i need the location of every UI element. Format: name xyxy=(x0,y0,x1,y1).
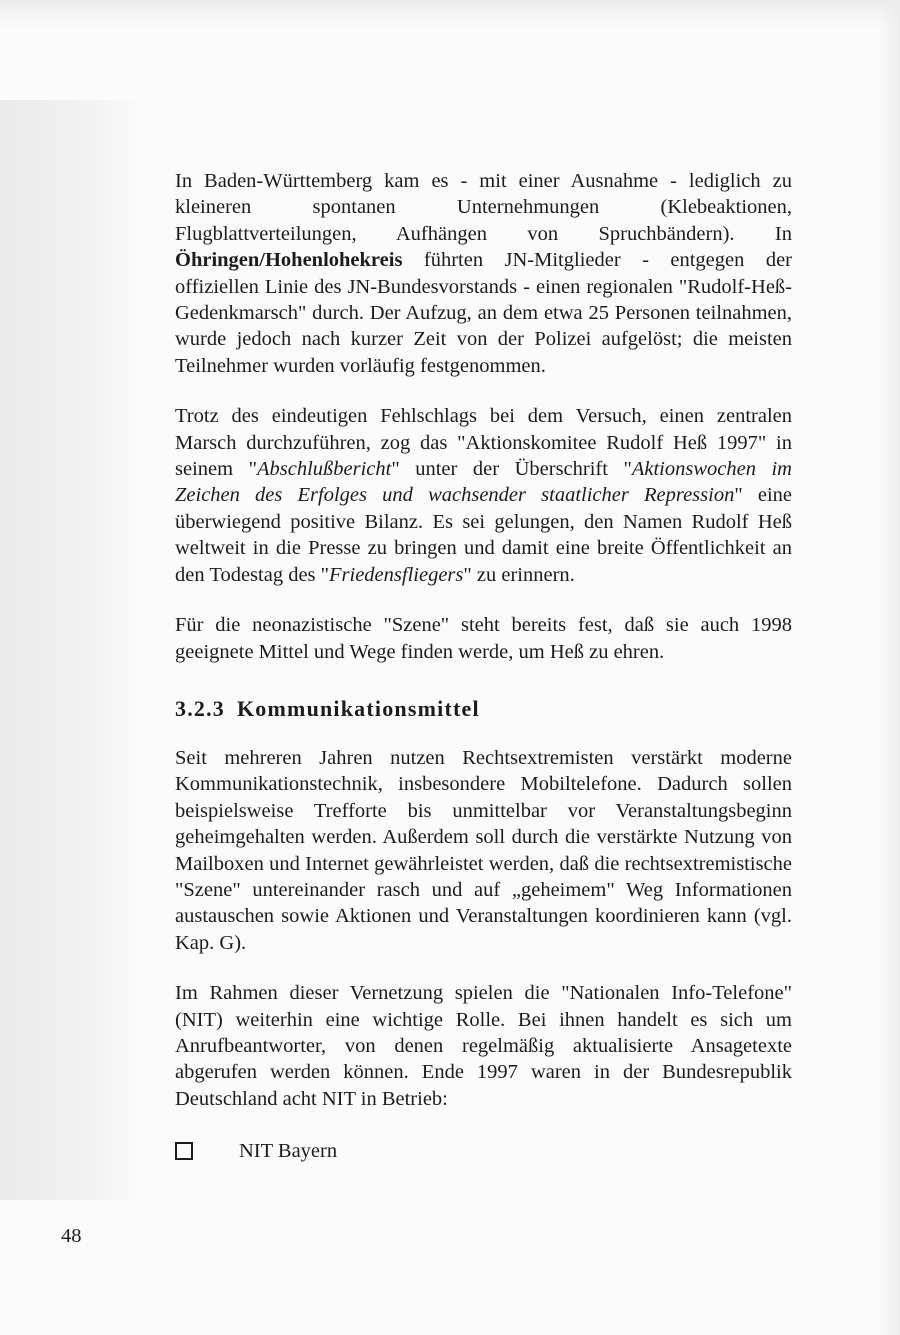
paragraph-info-telefone: Im Rahmen dieser Vernetzung spielen die "Nationalen Info-Telefone" (NIT) weiterhin eine wichtige Rolle. Bei ihnen handelt es sich um Anrufbeantworter, von denen regelmäßig aktualisierte Ansagetexte abgerufen werden können. Ende 1997 waren in der Bundesrepublik Deutschland acht NIT in Betrieb: xyxy=(175,982,792,1110)
page-number: 48 xyxy=(61,1225,82,1247)
place-name-bold: Öhringen/Hohenlohekreis xyxy=(175,249,403,272)
section-heading xyxy=(175,695,792,723)
checkbox-bullet-icon xyxy=(175,1142,193,1160)
italic-title-abschlussbericht: Abschlußbericht xyxy=(256,458,392,481)
scan-right-edge xyxy=(878,0,900,1335)
page-body xyxy=(175,168,792,1164)
italic-friedensflieger: Friedensfliegers xyxy=(329,563,464,586)
paragraph-kommunikationstechnik: Seit mehreren Jahren nutzen Rechtsextremisten verstärkt moderne Kommunikationstechnik, insbesondere Mobiltelefone. Dadurch sollen beispielsweise Trefforte bis unmittelbar vor Veranstaltungsbeginn geheimgehalten werden. Außerdem soll durch die verstärkte Nutzung von Mailboxen und Internet gewährleistet werden, daß die rechtsextremistische "Szene" untereinander rasch und auf „geheimem" Weg Informationen austauschen sowie Aktionen und Veranstaltungen koordinieren kann (vgl. Kap. G). xyxy=(175,746,792,954)
list-item-label: NIT Bayern xyxy=(239,1140,338,1163)
italic-title-aktionswochen: Aktionswochen im Zeichen des Erfolges und wachsender staatlicher Repression xyxy=(175,458,792,507)
paragraph-aktionskomitee: Trotz des eindeutigen Fehlschlags bei dem Versuch, einen zentralen Marsch durchzuführen, zog das "Aktionskomitee Rudolf Heß 1997" in seinem "Abschlußbericht" unter der Überschrift "Aktionswochen im Zeichen des Erfolges und wachsender staatlicher Repression" eine überwiegend positive Bilanz. Es sei gelungen, den Namen Rudolf Heß weltweit in die Presse zu bringen und damit eine breite Öffentlichkeit an den Todestag des "Friedensfliegers" zu erinnern. xyxy=(175,405,792,586)
paragraph-szene-1998: Für die neonazistische "Szene" steht bereits fest, daß sie auch 1998 geeignete Mittel und Wege finden werde, um Heß zu ehren. xyxy=(175,614,792,663)
section-number: 3.2.3 xyxy=(175,695,225,721)
paragraph-baden-wuerttemberg: In Baden-Württemberg kam es - mit einer Ausnahme - lediglich zu kleineren spontanen Unternehmungen (Klebeaktionen, Flugblattverteilungen, Aufhängen von Spruchbändern). In Öhringen/Hohenlohekreis führten JN-Mitglieder - entgegen der offiziellen Linie des JN-Bundesvorstands - einen regionalen "Rudolf-Heß-Gedenkmarsch" durch. Der Aufzug, an dem etwa 25 Personen teilnahmen, wurde jedoch nach kurzer Zeit von der Polizei aufgelöst; die meisten Teilnehmer wurden vorläufig festgenommen. xyxy=(175,170,792,377)
scan-left-shadow xyxy=(0,100,148,1200)
section-title: Kommunikationsmittel xyxy=(237,695,480,721)
scan-top-edge xyxy=(0,0,900,30)
list-item xyxy=(175,1138,792,1164)
